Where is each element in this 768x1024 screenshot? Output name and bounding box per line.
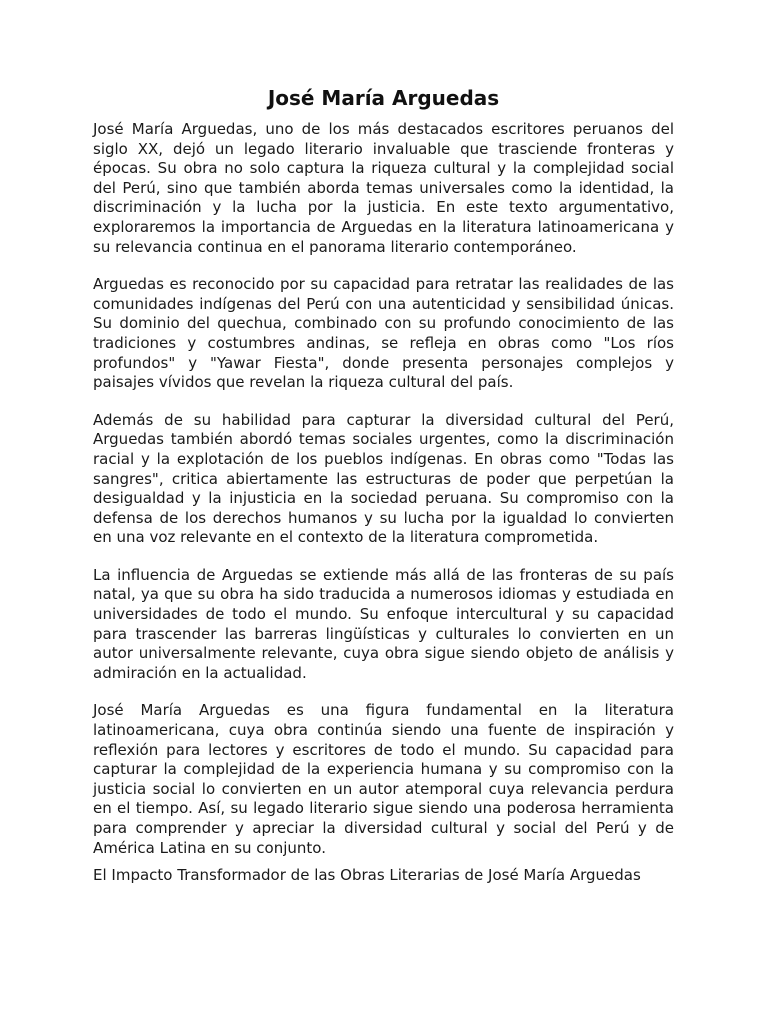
paragraph-social-themes: Además de su habilidad para capturar la diversidad cultural del Perú, Arguedas también abordó temas sociales urgentes, como la discriminación racial y la explotación de los pueblos indígenas. En obras como "Todas las sangres", critica abiertamente las estructuras de poder que perpetúan la desigualdad y la injusticia en la sociedad peruana. Su compromiso con la defensa de los derechos humanos y su lucha por la igualdad lo convierten en una voz relevante en el contexto de la literatura comprometida. [93,410,674,547]
document-page [93,84,674,886]
paragraph-indigenous-communities: Arguedas es reconocido por su capacidad para retratar las realidades de las comunidades indígenas del Perú con una autenticidad y sensibilidad únicas. Su dominio del quechua, combinado con su profundo conocimiento de las tradiciones y costumbres andinas, se refleja en obras como "Los ríos profundos" y "Yawar Fiesta", donde presenta personajes complejos y paisajes vívidos que revelan la riqueza cultural del país. [93,275,674,392]
section-subtitle: El Impacto Transformador de las Obras Literarias de José María Arguedas [93,866,641,885]
document-title: José María Arguedas [267,86,500,110]
paragraph-conclusion: José María Arguedas es una figura fundamental en la literatura latinoamericana, cuya obra continúa siendo una fuente de inspiración y reflexión para lectores y escritores de todo el mundo. Su capacidad para capturar la complejidad de la experiencia humana y su compromiso con la justicia social lo convierten en un autor atemporal cuya relevancia perdura en el tiempo. Así, su legado literario sigue siendo una poderosa herramienta para comprender y apreciar la diversidad cultural y social del Perú y de América Latina en su conjunto. [93,701,674,857]
paragraph-intro: José María Arguedas, uno de los más destacados escritores peruanos del siglo XX, dejó un legado literario invaluable que trasciende fronteras y épocas. Su obra no solo captura la riqueza cultural y la complejidad social del Perú, sino que también aborda temas universales como la identidad, la discriminación y la lucha por la justicia. En este texto argumentativo, exploraremos la importancia de Arguedas en la literatura latinoamericana y su relevancia continua en el panorama literario contemporáneo. [93,120,674,256]
paragraph-influence: La influencia de Arguedas se extiende más allá de las fronteras de su país natal, ya que su obra ha sido traducida a numerosos idiomas y estudiada en universidades de todo el mundo. Su enfoque intercultural y su capacidad para trascender las barreras lingüísticas y culturales lo convierten en un autor universalmente relevante, cuya obra sigue siendo objeto de análisis y admiración en la actualidad. [93,565,674,682]
